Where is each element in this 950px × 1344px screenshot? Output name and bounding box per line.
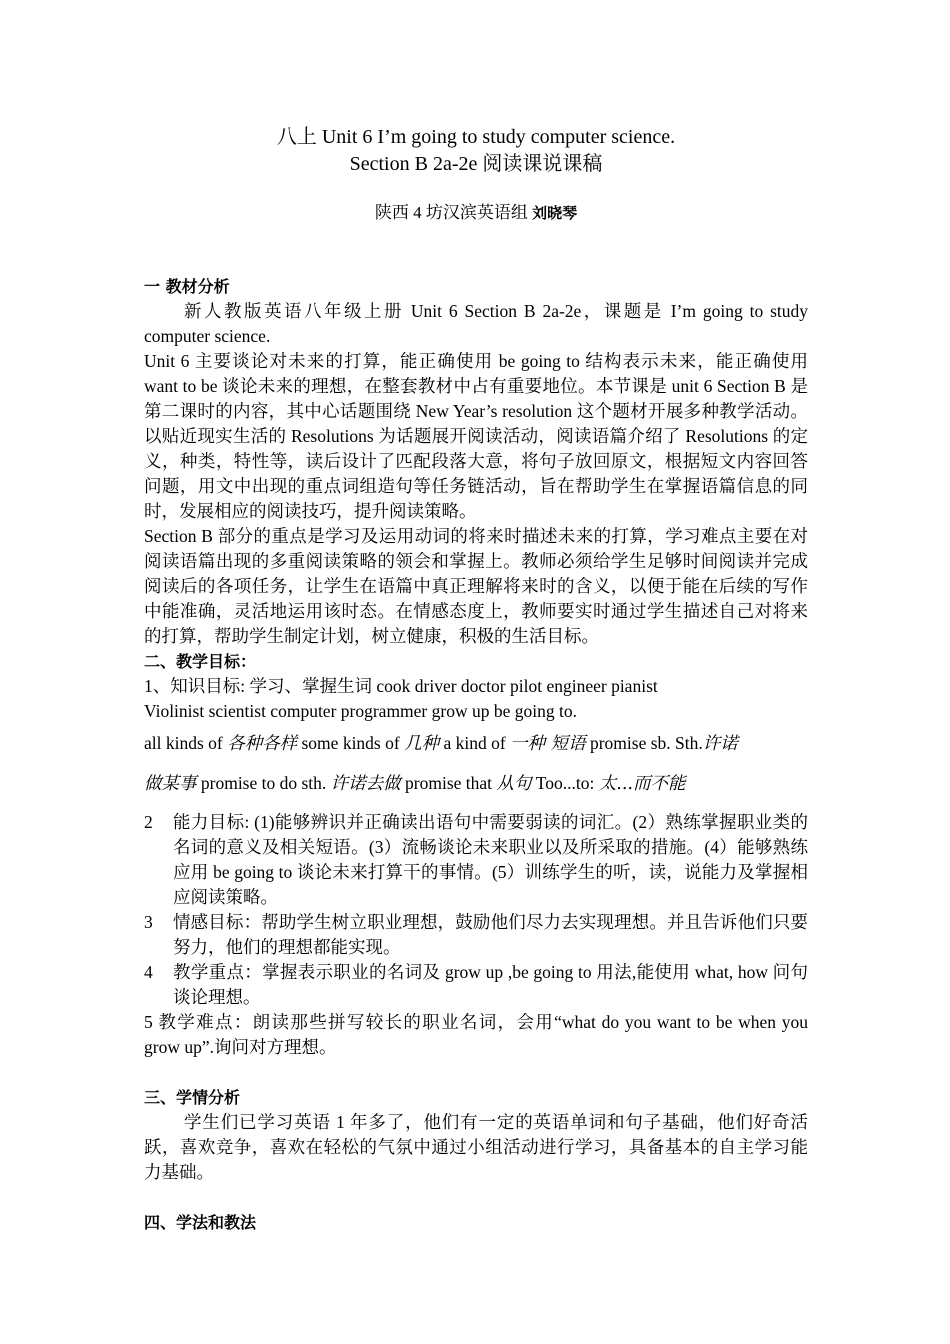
author-name: 刘晓琴 xyxy=(532,204,578,222)
goal-item xyxy=(144,810,808,910)
teaching-difficulty: 5 教学难点：朗读那些拼写较长的职业名词，会用“what do you want to be when you grow up”.询问对方理想。 xyxy=(144,1012,808,1057)
phrase-cn: 做某事 xyxy=(144,774,197,794)
goal-number: 3 xyxy=(144,912,153,932)
section4-heading: 四、学法和教法 xyxy=(144,1213,257,1232)
goal-text: 能力目标: (1)能够辨识并正确读出语句中需要弱读的词汇。(2）熟练掌握职业类的名词的意义及相关短语。(3）流畅谈论未来职业以及所采取的措施。(4）能够熟练应用 be going to 谈论未来打算干的事情。(5）训练学生的听，读，说能力及掌握相应阅读策略。 xyxy=(173,812,808,907)
author-group: 陕西 4 坊汉滨英语组 xyxy=(374,203,533,222)
goal-number: 2 xyxy=(144,812,153,832)
phrase-cn: 几种 xyxy=(404,734,440,754)
phrase-text: some kinds of xyxy=(297,733,405,753)
spacer xyxy=(144,1185,808,1210)
section1-heading: 一 教材分析 xyxy=(144,277,230,296)
section3-para: 学生们已学习英语 1 年多了，他们有一定的英语单词和句子基础，他们好奇活跃，喜欢竞争，喜欢在轻松的气氛中通过小组活动进行学习，具备基本的自主学习能力基础。 xyxy=(144,1112,808,1182)
goal-item xyxy=(144,960,808,1010)
phrase-text: Too...to: xyxy=(531,773,599,793)
author-line xyxy=(144,201,808,225)
section1-para1: 新人教版英语八年级上册 Unit 6 Section B 2a-2e，课题是 I’m going to study computer science. xyxy=(144,301,808,346)
document-title xyxy=(144,124,808,178)
section1-para3: Section B 部分的重点是学习及运用动词的将来时描述未来的打算，学习难点主要在对阅读语篇出现的多重阅读策略的领会和掌握上。教师必须给学生足够时间阅读并完成阅读后的各项任务，让学生在语篇中真正理解将来时的含义，以便于能在后续的写作中能准确，灵活地运用该时态。在情感态度上，教师要实时通过学生描述自己对将来的打算，帮助学生制定计划，树立健康，积极的生活目标。 xyxy=(144,526,808,646)
section2-heading: 二、教学目标： xyxy=(144,652,257,671)
knowledge-line-1: 1、知识目标: 学习、掌握生词 cook driver doctor pilot engineer pianist xyxy=(144,676,658,696)
section1-para2: Unit 6 主要谈论对未来的打算，能正确使用 be going to 结构表示未来，能正确使用 want to be 谈论未来的理想，在整套教材中占有重要地位。本节课是 unit 6 Section B 是第二课时的内容，其中心话题围绕 New Year’s resolution 这个题材开展多种教学活动。以贴近现实生活的 Resolutions 为话题展开阅读活动，阅读语篇介绍了 Resolutions 的定义，种类，特性等，读后设计了匹配段落大意，将句子放回原文，根据短文内容回答问题，用文中出现的重点词组造句等任务链活动，旨在帮助学生在掌握语篇信息的同时，发展相应的阅读技巧，提升阅读策略。 xyxy=(144,351,808,521)
goal-text: 情感目标：帮助学生树立职业理想，鼓励他们尽力去实现理想。并且告诉他们只要努力，他们的理想都能实现。 xyxy=(173,912,808,957)
title-line-2: Section B 2a-2e 阅读课说课稿 xyxy=(349,153,603,175)
phrase-cn: 一种 短语 xyxy=(510,734,586,754)
phrase-text: a kind of xyxy=(439,733,511,753)
phrase-text: promise that xyxy=(400,773,497,793)
section3-heading: 三、学情分析 xyxy=(144,1088,241,1107)
spacer xyxy=(144,1060,808,1085)
document-body xyxy=(144,124,808,1235)
phrases-line-2 xyxy=(144,764,808,804)
phrase-text: all kinds of xyxy=(144,733,228,753)
goal-item xyxy=(144,910,808,960)
phrase-cn: 许诺 xyxy=(702,734,738,754)
phrase-cn: 太...而不能 xyxy=(598,774,686,794)
knowledge-line-2: Violinist scientist computer programmer grow up be going to. xyxy=(144,701,577,721)
phrases-line-1 xyxy=(144,724,808,764)
phrase-cn: 从句 xyxy=(496,774,532,794)
goal-number: 4 xyxy=(144,962,153,982)
goals-list xyxy=(144,810,808,1010)
phrase-cn: 许诺去做 xyxy=(330,774,401,794)
phrase-text: promise sb. Sth. xyxy=(585,733,703,753)
phrase-cn: 各种各样 xyxy=(227,734,298,754)
phrase-text: promise to do sth. xyxy=(196,773,331,793)
title-line-1: 八上 Unit 6 I’m going to study computer science. xyxy=(276,126,676,148)
goal-text: 教学重点：掌握表示职业的名词及 grow up ,be going to 用法,能使用 what, how 问句谈论理想。 xyxy=(173,962,808,1007)
